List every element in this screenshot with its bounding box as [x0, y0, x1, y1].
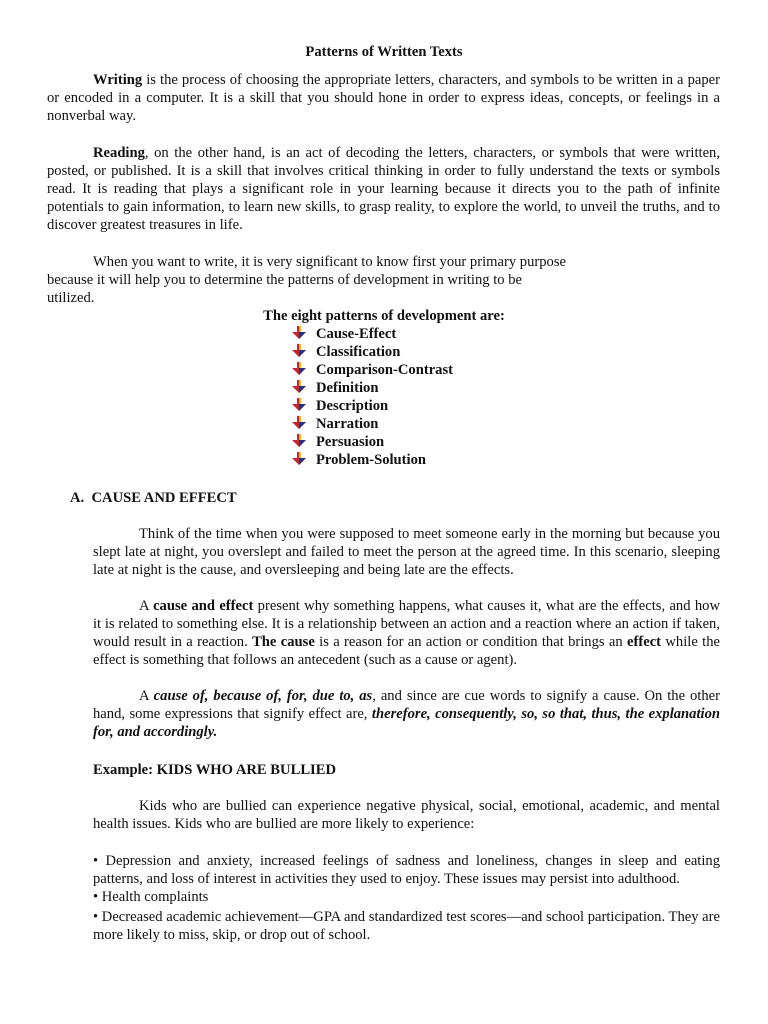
section-a-paragraph-2 [93, 597, 720, 669]
down-arrow-icon [292, 434, 306, 448]
down-arrow-icon [292, 416, 306, 430]
pattern-label: Comparison-Contrast [316, 362, 454, 378]
pattern-item [292, 451, 453, 469]
example-intro-text: Kids who are bullied can experience negative physical, social, emotional, academic, and mental health issues. Kids who are bullied are more likely to experience: [93, 798, 720, 832]
p2-g: while the effect is something that follows an antecedent (such as a cause or agent). [93, 634, 720, 668]
down-arrow-icon [292, 452, 306, 466]
writing-term: Writing [93, 72, 143, 88]
p2-a: A [139, 598, 154, 614]
the-cause-term: The cause [252, 634, 315, 650]
cause-cue-words: cause of, because of, for, due to, as [153, 688, 373, 704]
down-arrow-icon [292, 362, 306, 376]
down-arrow-icon [292, 380, 306, 394]
pattern-label: Narration [316, 416, 379, 432]
pattern-item [292, 325, 453, 343]
p3-a: A [139, 688, 154, 704]
p2-e: is a reason for an action or condition that brings an [314, 634, 628, 650]
p3-c: , and since are cue words to signify a cause. On the other hand, some expressions that signify effect are, [93, 688, 720, 722]
purpose-line-1: When you want to write, it is very significant to know first your primary purpose [93, 254, 566, 270]
pattern-label: Cause-Effect [316, 326, 397, 342]
pattern-item [292, 343, 453, 361]
writing-paragraph [47, 71, 720, 125]
pattern-item [292, 433, 453, 451]
pattern-item [292, 379, 453, 397]
pattern-label: Persuasion [316, 434, 385, 450]
pattern-item [292, 361, 453, 379]
reading-term: Reading [93, 145, 145, 161]
bullet-item: • Depression and anxiety, increased feelings of sadness and loneliness, changes in sleep and eating patterns, and loss of interest in activities they used to enjoy. These issues may persist into adulthood. [93, 853, 720, 887]
effects-bullet-list [93, 852, 720, 944]
example-heading: Example: KIDS WHO ARE BULLIED [93, 762, 337, 778]
down-arrow-icon [292, 326, 306, 340]
bullet-item: • Decreased academic achievement—GPA and standardized test scores—and school participation. They are more likely to miss, skip, or drop out of school. [93, 909, 720, 943]
reading-paragraph [47, 144, 720, 234]
bullet-item: • Health complaints [93, 889, 209, 905]
pattern-label: Classification [316, 344, 401, 360]
section-a-p1-text: Think of the time when you were supposed to meet someone early in the morning but because you slept late at night, you overslept and failed to meet the person at the agreed time. In this scenario, sleeping late at night is the cause, and oversleeping and being late are the effects. [93, 526, 720, 578]
down-arrow-icon [292, 344, 306, 358]
example-intro [93, 797, 720, 833]
writing-text: is the process of choosing the appropriate letters, characters, and symbols to be written in a paper or encoded in a computer. It is a skill that you should hone in order to express ideas, concepts, or feelings in a nonverbal way. [47, 72, 720, 124]
pattern-label: Description [316, 398, 389, 414]
effect-term: effect [627, 634, 662, 650]
pattern-item [292, 415, 453, 433]
purpose-line-3: utilized. [47, 290, 95, 306]
pattern-label: Problem-Solution [316, 452, 427, 468]
pattern-item [292, 397, 453, 415]
reading-text: , on the other hand, is an act of decoding the letters, characters, or symbols that were written, posted, or published. It is a skill that involves critical thinking in order to fully understand the texts or symbols read. It is reading that plays a significant role in your learning because it directs you to the path of infinite potentials to gain information, to learn new skills, to grasp reality, to explore the world, to unveil the truths, and to discover greatest treasures in life. [47, 145, 720, 233]
section-a-heading: A. CAUSE AND EFFECT [70, 490, 237, 506]
section-a-paragraph-3 [93, 687, 720, 741]
pattern-label: Definition [316, 380, 379, 396]
effect-cue-words: therefore, consequently, so, so that, thus, the explanation for, and accordingly. [93, 706, 720, 740]
patterns-list [292, 325, 453, 469]
p2-c: present why something happens, what causes it, what are the effects, and how it is related to something else. It is a relationship between an action and a reaction where an action if taken, would result in a reaction. [93, 598, 720, 650]
down-arrow-icon [292, 398, 306, 412]
patterns-heading: The eight patterns of development are: [263, 308, 505, 324]
purpose-paragraph [47, 253, 720, 307]
purpose-line-2: because it will help you to determine the patterns of development in writing to be [47, 272, 522, 288]
section-a-paragraph-1 [93, 525, 720, 579]
page-title: Patterns of Written Texts [305, 44, 463, 60]
cause-and-effect-term: cause and effect [153, 598, 254, 614]
